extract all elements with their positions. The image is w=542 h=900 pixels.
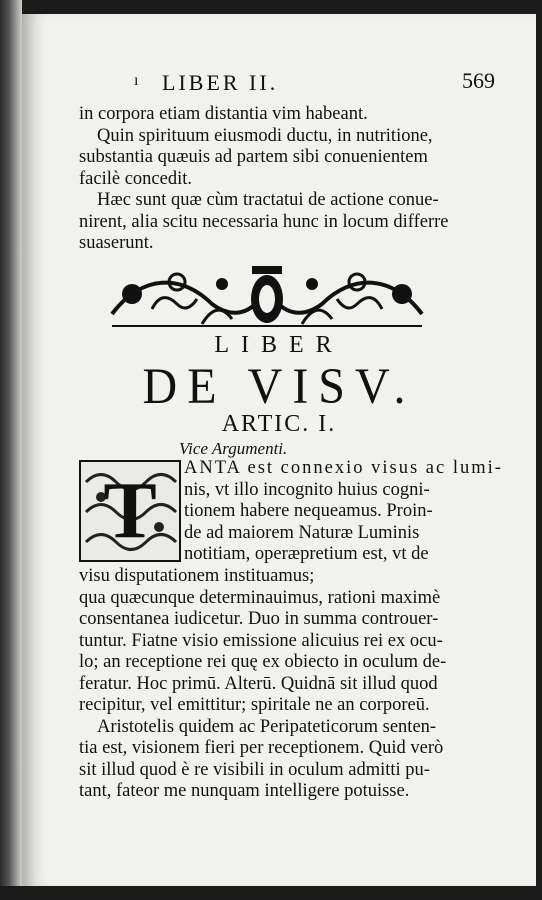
text-line: substantia quæuis ad partem sibi conuenientem [79, 147, 428, 167]
text-line: nirent, alia scitu necessaria hunc in locum differre [79, 211, 449, 232]
text-line: ANTA est connexio visus ac lumi- [184, 458, 503, 478]
top-paragraphs [79, 104, 509, 255]
book-label: LIBER [214, 332, 344, 358]
text-line: Quin spirituum eiusmodi ductu, in nutritione, [97, 125, 433, 146]
body-paragraphs [79, 566, 509, 803]
text-line: in corpora etiam distantia vim habeant. [79, 104, 368, 124]
text-line: feratur. Hoc primū. Alterū. Quidnā sit illud quod [79, 673, 438, 694]
text-line: visu disputationem instituamus; [79, 566, 315, 586]
text-line: consentanea iudicetur. Duo in summa controuer- [79, 609, 439, 629]
vice-argumenti: Vice Argumenti. [179, 439, 288, 458]
book-title: DE VISV. [142, 358, 416, 415]
page-number: 569 [462, 68, 495, 93]
text-line: sit illud quod è re visibili in oculum admitti pu- [79, 759, 430, 780]
book-page [22, 14, 536, 886]
decorated-initial [79, 460, 181, 562]
text-line: facilè concedit. [79, 168, 192, 189]
text-line: tionem habere nequeamus. Proin- [184, 501, 433, 521]
text-line: nis, vt illo incognito huius cogni- [184, 479, 430, 500]
article-heading: ARTIC. I. [221, 411, 337, 437]
initial-paragraph [184, 458, 514, 566]
text-line: de ad maiorem Naturæ Luminis [184, 522, 420, 543]
text-line: Hæc sunt quæ cùm tractatui de actione conue- [97, 190, 439, 210]
text-line: Aristotelis quidem ac Peripateticorum senten- [97, 716, 437, 737]
page-bottom-edge [0, 886, 542, 900]
text-line: lo; an receptione rei quę ex obiecto in oculum de- [79, 652, 447, 672]
initial-letter: T [103, 467, 157, 555]
tick-mark: ı [134, 72, 139, 89]
running-head: LIBER II. [162, 70, 279, 95]
text-line: notitiam, operæpretium est, vt de [184, 544, 429, 564]
text-line: tia est, visionem fieri per receptionem. Quid verò [79, 738, 444, 758]
text-line: qua quæcunque determinauimus, rationi maximè [79, 587, 441, 608]
text-line: recipitur, vel emittitur; spiritale ne an corporeū. [79, 695, 430, 715]
floral-ornament-icon [102, 254, 432, 334]
text-line: tant, fateor me nunquam intelligere potuisse. [79, 781, 410, 801]
text-line: tuntur. Fiatne visio emissione alicuius rei ex ocu- [79, 630, 443, 651]
book-gutter [0, 0, 22, 900]
text-line: suaserunt. [79, 233, 154, 253]
